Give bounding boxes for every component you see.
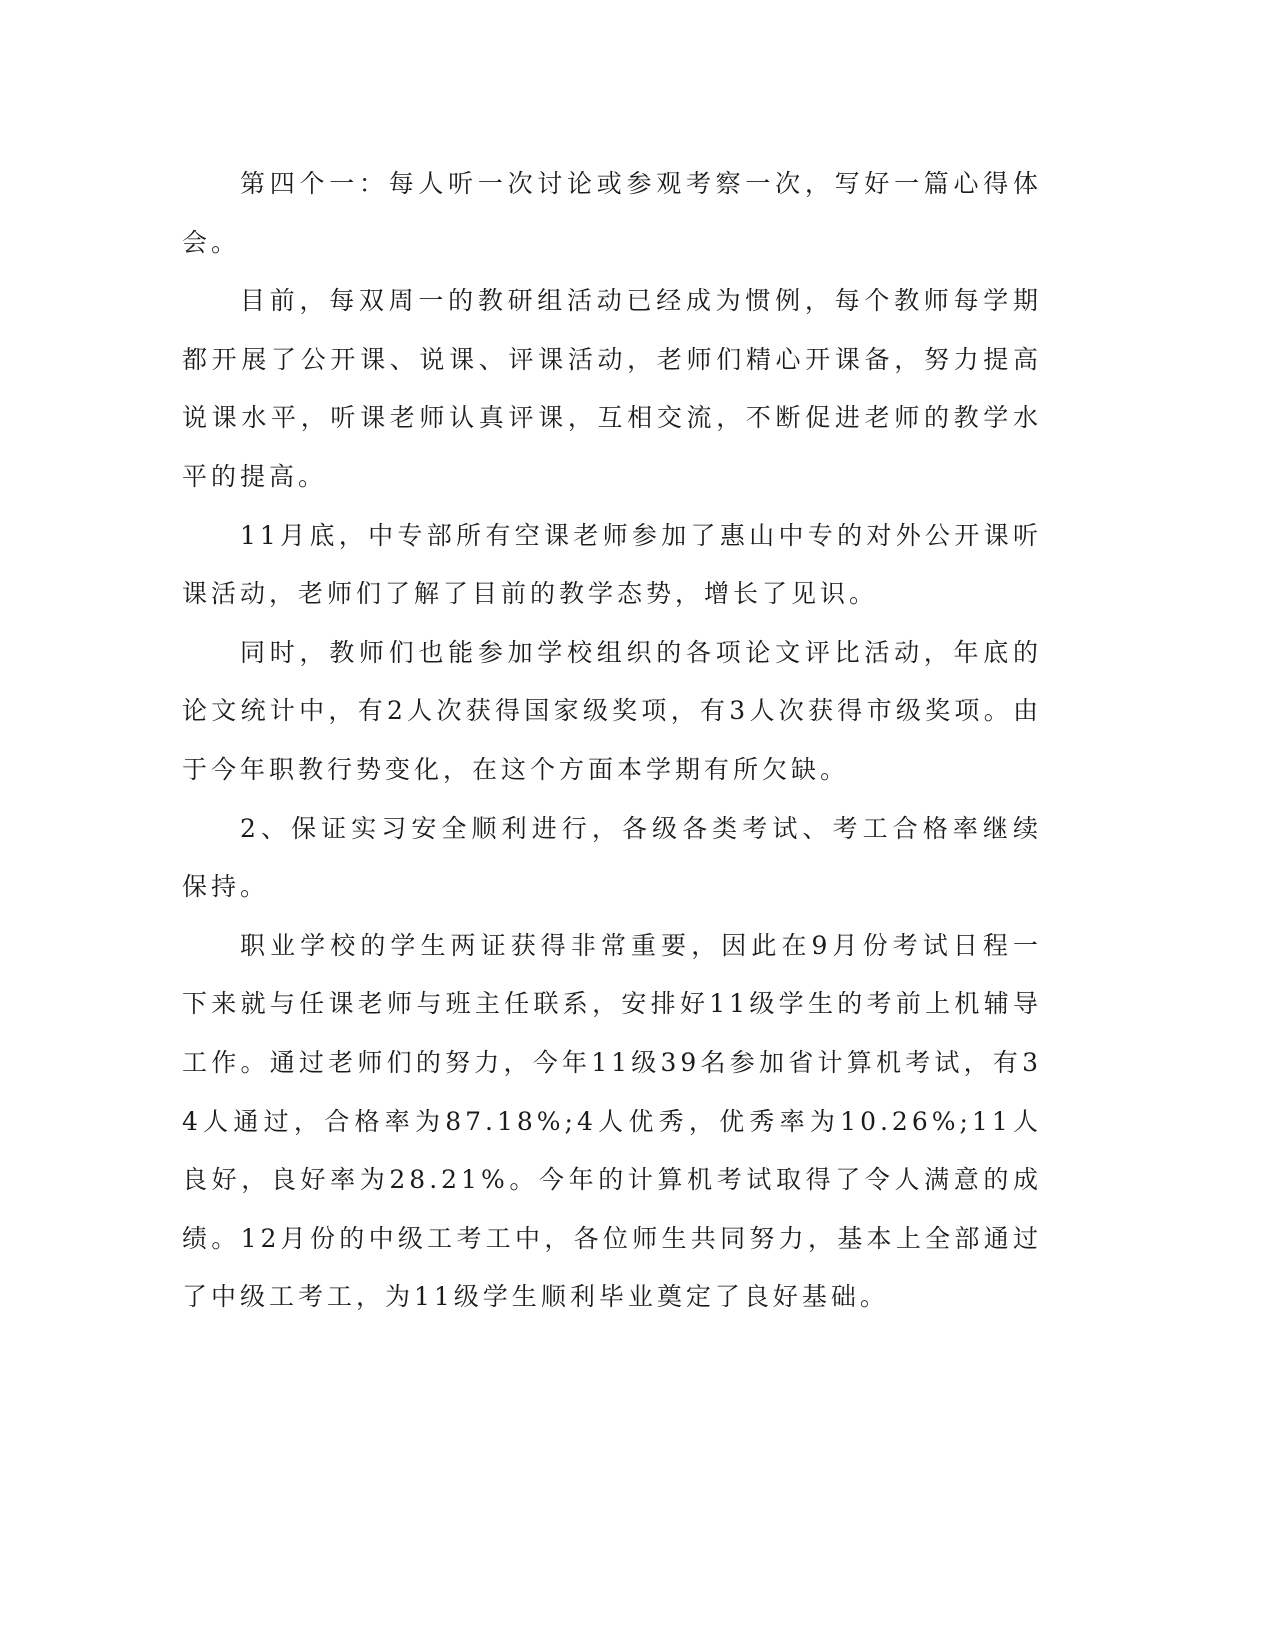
paragraph-paper-awards: 同时，教师们也能参加学校组织的各项论文评比活动，年底的论文统计中，有2人次获得国家级奖项，有3人次获得市级奖项。由于今年职教行势变化，在这个方面本学期有所欠缺。 [182, 637, 1042, 784]
paragraph-section-heading: 2、保证实习安全顺利进行，各级各类考试、考工合格率继续保持。 [182, 813, 1042, 902]
paragraph-open-class: 11月底，中专部所有空课老师参加了惠山中专的对外公开课听课活动，老师们了解了目前的教学态势，增长了见识。 [182, 520, 1042, 609]
paragraph-fourth-one: 第四个一：每人听一次讨论或参观考察一次，写好一篇心得体会。 [182, 169, 1042, 257]
paragraph-exam-results: 职业学校的学生两证获得非常重要，因此在9月份考试日程一下来就与任课老师与班主任联系，安排好11级学生的考前上机辅导工作。通过老师们的努力，今年11级39名参加省计算机考试，有34人通过，合格率为87.18%;4人优秀，优秀率为10.26%;11人良好，良好率为28.21%。今年的计算机考试取得了令人满意的成绩。12月份的中级工考工中，各位师生共同努力，基本上全部通过了中级工考工，为11级学生顺利毕业奠定了良好基础。 [182, 930, 1042, 1312]
paragraph-teaching-research: 目前，每双周一的教研组活动已经成为惯例，每个教师每学期都开展了公开课、说课、评课活动，老师们精心开课备，努力提高说课水平，听课老师认真评课，互相交流，不断促进老师的教学水平的提高。 [182, 286, 1042, 491]
document-body [182, 155, 1042, 1327]
